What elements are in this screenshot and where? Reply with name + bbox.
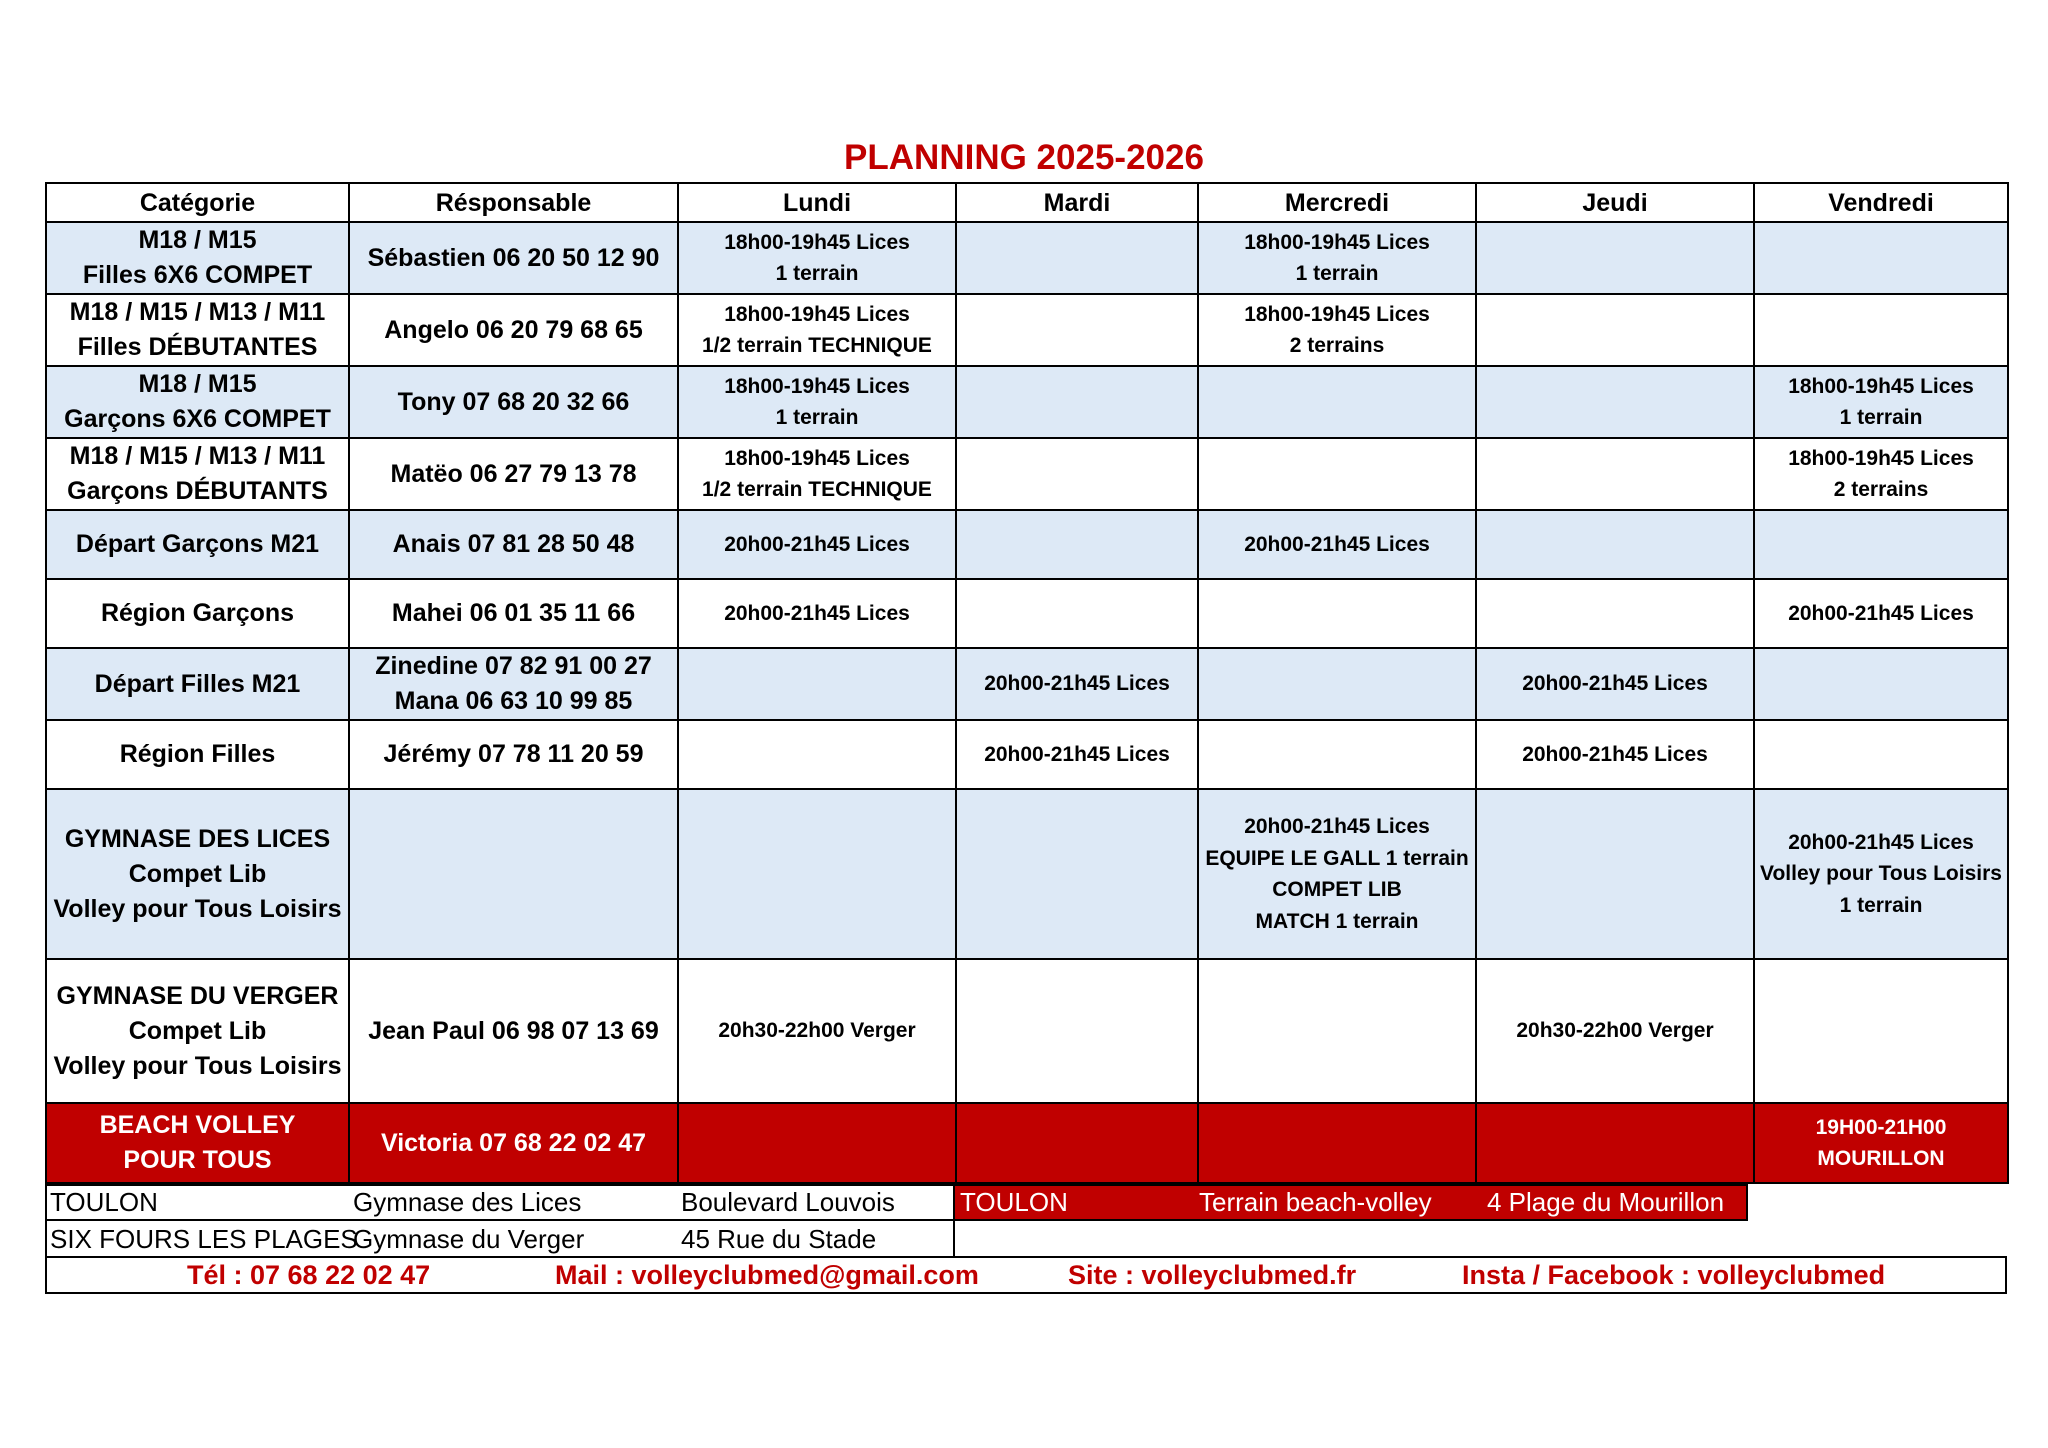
- category-cell: [46, 579, 349, 648]
- lundi-cell-line: 1 terrain: [775, 406, 859, 429]
- page-title: PLANNING 2025-2026: [844, 138, 1204, 177]
- location-toulon-address: Boulevard Louvois: [681, 1187, 895, 1217]
- table-row: [46, 510, 2008, 579]
- responsable-cell-line: Mana 06 63 10 99 85: [394, 687, 633, 715]
- location-beach-city: TOULON: [960, 1187, 1068, 1217]
- location-toulon-gym: Gymnase des Lices: [353, 1187, 582, 1217]
- mercredi-cell-line: 18h00-19h45 Lices: [1244, 302, 1430, 326]
- jeudi-cell: [1476, 720, 1754, 789]
- responsable-cell: [349, 366, 678, 438]
- mardi-cell: [956, 1103, 1198, 1183]
- lundi-cell: [678, 959, 956, 1103]
- vendredi-cell-line: 1 terrain: [1839, 406, 1923, 429]
- mercredi-cell: [1198, 510, 1476, 579]
- jeudi-cell: [1476, 294, 1754, 366]
- jeudi-cell: [1476, 366, 1754, 438]
- category-cell-line: GYMNASE DES LICES: [64, 824, 331, 853]
- mercredi-cell-line: 18h00-19h45 Lices: [1244, 230, 1430, 254]
- header-responsable: Résponsable: [349, 183, 678, 222]
- category-cell-line: BEACH VOLLEY: [99, 1111, 296, 1139]
- category-cell-line: M18 / M15: [138, 226, 257, 254]
- jeudi-cell: [1476, 510, 1754, 579]
- responsable-cell: [349, 438, 678, 510]
- vendredi-cell: [1754, 720, 2008, 789]
- category-cell-line: Filles DÉBUTANTES: [77, 333, 318, 361]
- responsable-cell: [349, 579, 678, 648]
- header-mercredi: Mercredi: [1198, 183, 1476, 222]
- responsable-cell-line: Zinedine 07 82 91 00 27: [375, 652, 652, 680]
- vendredi-cell-line: 20h00-21h45 Lices: [1788, 830, 1974, 854]
- lundi-cell: [678, 510, 956, 579]
- category-cell-line: POUR TOUS: [123, 1146, 272, 1174]
- jeudi-cell: [1476, 1103, 1754, 1183]
- mercredi-cell-line: 20h00-21h45 Lices: [1244, 532, 1430, 556]
- lundi-cell: [678, 438, 956, 510]
- jeudi-cell-line: 20h30-22h00 Verger: [1516, 1019, 1714, 1043]
- lundi-cell: [678, 648, 956, 720]
- category-cell-line: Garçons DÉBUTANTS: [67, 477, 328, 505]
- table-row: [46, 1103, 2008, 1183]
- mercredi-cell: [1198, 720, 1476, 789]
- category-cell: [46, 438, 349, 510]
- vendredi-cell: [1754, 294, 2008, 366]
- table-row: [46, 648, 2008, 720]
- mardi-cell-line: 20h00-21h45 Lices: [984, 742, 1170, 766]
- mercredi-cell-line: EQUIPE LE GALL 1 terrain: [1205, 846, 1469, 870]
- header-mardi: Mardi: [956, 183, 1198, 222]
- mardi-cell: [956, 438, 1198, 510]
- table-header-row: [46, 183, 2008, 222]
- contact-phone: Tél : 07 68 22 02 47: [187, 1260, 431, 1290]
- vendredi-cell-line: 18h00-19h45 Lices: [1788, 446, 1974, 470]
- table-row: [46, 366, 2008, 438]
- jeudi-cell-line: 20h00-21h45 Lices: [1522, 672, 1708, 696]
- category-cell-line: M18 / M15 / M13 / M11: [69, 298, 326, 326]
- responsable-cell: [349, 959, 678, 1103]
- category-cell: [46, 222, 349, 294]
- mardi-cell: [956, 222, 1198, 294]
- responsable-cell-line: Tony 07 68 20 32 66: [397, 387, 630, 416]
- location-sixfours-city: SIX FOURS LES PLAGES: [50, 1224, 358, 1254]
- vendredi-cell: [1754, 366, 2008, 438]
- vendredi-cell-line: 2 terrains: [1833, 478, 1929, 501]
- location-sixfours-address: 45 Rue du Stade: [681, 1224, 877, 1254]
- vendredi-cell-line: 19H00-21H00: [1815, 1115, 1947, 1139]
- category-cell: [46, 294, 349, 366]
- mercredi-cell: [1198, 648, 1476, 720]
- category-cell-line: Garçons 6X6 COMPET: [64, 405, 331, 433]
- location-beach-gym: Terrain beach-volley: [1199, 1187, 1432, 1217]
- mercredi-cell: [1198, 959, 1476, 1103]
- mercredi-cell-line: MATCH 1 terrain: [1255, 909, 1419, 933]
- mercredi-cell: [1198, 294, 1476, 366]
- vendredi-cell-line: MOURILLON: [1817, 1147, 1945, 1170]
- vendredi-cell: [1754, 438, 2008, 510]
- responsable-cell: [349, 1103, 678, 1183]
- mardi-cell: [956, 366, 1198, 438]
- header-categorie: Catégorie: [46, 183, 349, 222]
- jeudi-cell: [1476, 438, 1754, 510]
- mercredi-cell: [1198, 438, 1476, 510]
- header-lundi: Lundi: [678, 183, 956, 222]
- vendredi-cell: [1754, 959, 2008, 1103]
- lundi-cell-line: 1/2 terrain TECHNIQUE: [702, 478, 932, 501]
- contact-email[interactable]: Mail : volleyclubmed@gmail.com: [555, 1260, 979, 1290]
- vendredi-cell: [1754, 222, 2008, 294]
- contact-website[interactable]: Site : volleyclubmed.fr: [1068, 1260, 1357, 1290]
- lundi-cell: [678, 294, 956, 366]
- mercredi-cell: [1198, 222, 1476, 294]
- category-cell-line: Départ Garçons M21: [75, 530, 320, 558]
- mardi-cell-line: 20h00-21h45 Lices: [984, 672, 1170, 696]
- table-row: [46, 294, 2008, 366]
- vendredi-cell-line: 20h00-21h45 Lices: [1788, 601, 1974, 625]
- responsable-cell: [349, 648, 678, 720]
- responsable-cell: [349, 510, 678, 579]
- category-cell-line: M18 / M15 / M13 / M11: [69, 442, 326, 470]
- lundi-cell-line: 18h00-19h45 Lices: [724, 374, 910, 398]
- vendredi-cell-line: Volley pour Tous Loisirs: [1760, 862, 2002, 886]
- lundi-cell: [678, 789, 956, 959]
- mardi-cell: [956, 510, 1198, 579]
- table-row: [46, 720, 2008, 789]
- category-cell-line: M18 / M15: [138, 370, 257, 398]
- vendredi-cell: [1754, 789, 2008, 959]
- mardi-cell: [956, 648, 1198, 720]
- table-row: [46, 789, 2008, 959]
- vendredi-cell: [1754, 648, 2008, 720]
- location-beach-address: 4 Plage du Mourillon: [1487, 1187, 1725, 1217]
- lundi-cell: [678, 720, 956, 789]
- location-sixfours-gym: Gymnase du Verger: [353, 1224, 585, 1254]
- responsable-cell-line: Matëo 06 27 79 13 78: [390, 459, 637, 488]
- vendredi-cell-line: 18h00-19h45 Lices: [1788, 374, 1974, 398]
- planning-table: [45, 182, 2009, 1184]
- lundi-cell-line: 1/2 terrain TECHNIQUE: [702, 334, 932, 357]
- mercredi-cell: [1198, 366, 1476, 438]
- category-cell-line: GYMNASE DU VERGER: [56, 981, 339, 1010]
- lundi-cell-line: 20h00-21h45 Lices: [724, 532, 910, 556]
- category-cell-line: Région Garçons: [100, 599, 295, 627]
- jeudi-cell: [1476, 579, 1754, 648]
- category-cell-line: Région Filles: [119, 740, 276, 768]
- table-row: [46, 959, 2008, 1103]
- mercredi-cell: [1198, 579, 1476, 648]
- responsable-cell-line: Jérémy 07 78 11 20 59: [383, 740, 644, 768]
- mardi-cell: [956, 294, 1198, 366]
- category-cell: [46, 648, 349, 720]
- table-row: [46, 579, 2008, 648]
- responsable-cell-line: Mahei 06 01 35 11 66: [391, 599, 636, 627]
- vendredi-cell: [1754, 579, 2008, 648]
- mardi-cell: [956, 579, 1198, 648]
- planning-body: [46, 222, 2008, 1183]
- mardi-cell: [956, 789, 1198, 959]
- lundi-cell-line: 18h00-19h45 Lices: [724, 230, 910, 254]
- responsable-cell: [349, 720, 678, 789]
- responsable-cell: [349, 294, 678, 366]
- lundi-cell-line: 20h00-21h45 Lices: [724, 601, 910, 625]
- mercredi-cell-line: 20h00-21h45 Lices: [1244, 815, 1430, 838]
- jeudi-cell: [1476, 222, 1754, 294]
- category-cell: [46, 1103, 349, 1183]
- responsable-cell-line: Anais 07 81 28 50 48: [392, 530, 635, 558]
- category-cell: [46, 366, 349, 438]
- mercredi-cell-line: COMPET LIB: [1272, 878, 1402, 901]
- category-cell-line: Volley pour Tous Loisirs: [53, 1051, 342, 1080]
- vendredi-cell: [1754, 1103, 2008, 1183]
- category-cell-line: Filles 6X6 COMPET: [82, 261, 313, 289]
- responsable-cell-line: Angelo 06 20 79 68 65: [384, 315, 643, 344]
- responsable-cell: [349, 222, 678, 294]
- mercredi-cell: [1198, 1103, 1476, 1183]
- lundi-cell-line: 18h00-19h45 Lices: [724, 446, 910, 470]
- table-row: [46, 438, 2008, 510]
- category-cell-line: Volley pour Tous Loisirs: [53, 894, 342, 923]
- jeudi-cell: [1476, 959, 1754, 1103]
- lundi-cell-line: 20h30-22h00 Verger: [718, 1019, 916, 1043]
- category-cell: [46, 789, 349, 959]
- jeudi-cell: [1476, 648, 1754, 720]
- vendredi-cell: [1754, 510, 2008, 579]
- location-toulon-city: TOULON: [50, 1187, 158, 1217]
- mercredi-cell-line: 2 terrains: [1289, 334, 1385, 357]
- category-cell: [46, 720, 349, 789]
- responsable-cell-line: Jean Paul 06 98 07 13 69: [368, 1016, 659, 1045]
- responsable-cell-line: Victoria 07 68 22 02 47: [380, 1128, 646, 1157]
- vendredi-cell-line: 1 terrain: [1839, 893, 1923, 917]
- lundi-cell: [678, 366, 956, 438]
- jeudi-cell-line: 20h00-21h45 Lices: [1522, 742, 1708, 766]
- category-cell-line: Départ Filles M21: [94, 669, 301, 698]
- contact-social[interactable]: Insta / Facebook : volleyclubmed: [1462, 1260, 1886, 1290]
- category-cell-line: Compet Lib: [128, 859, 267, 888]
- mardi-cell: [956, 959, 1198, 1103]
- jeudi-cell: [1476, 789, 1754, 959]
- lundi-cell: [678, 222, 956, 294]
- responsable-cell: [349, 789, 678, 959]
- mardi-cell: [956, 720, 1198, 789]
- lundi-cell: [678, 579, 956, 648]
- lundi-cell: [678, 1103, 956, 1183]
- table-row: [46, 222, 2008, 294]
- header-jeudi: Jeudi: [1476, 183, 1754, 222]
- mercredi-cell: [1198, 789, 1476, 959]
- category-cell-line: Compet Lib: [128, 1016, 267, 1045]
- category-cell: [46, 510, 349, 579]
- category-cell: [46, 959, 349, 1103]
- header-vendredi: Vendredi: [1754, 183, 2008, 222]
- responsable-cell-line: Sébastien 06 20 50 12 90: [367, 243, 660, 272]
- lundi-cell-line: 18h00-19h45 Lices: [724, 302, 910, 326]
- mercredi-cell-line: 1 terrain: [1295, 262, 1379, 285]
- lundi-cell-line: 1 terrain: [775, 262, 859, 285]
